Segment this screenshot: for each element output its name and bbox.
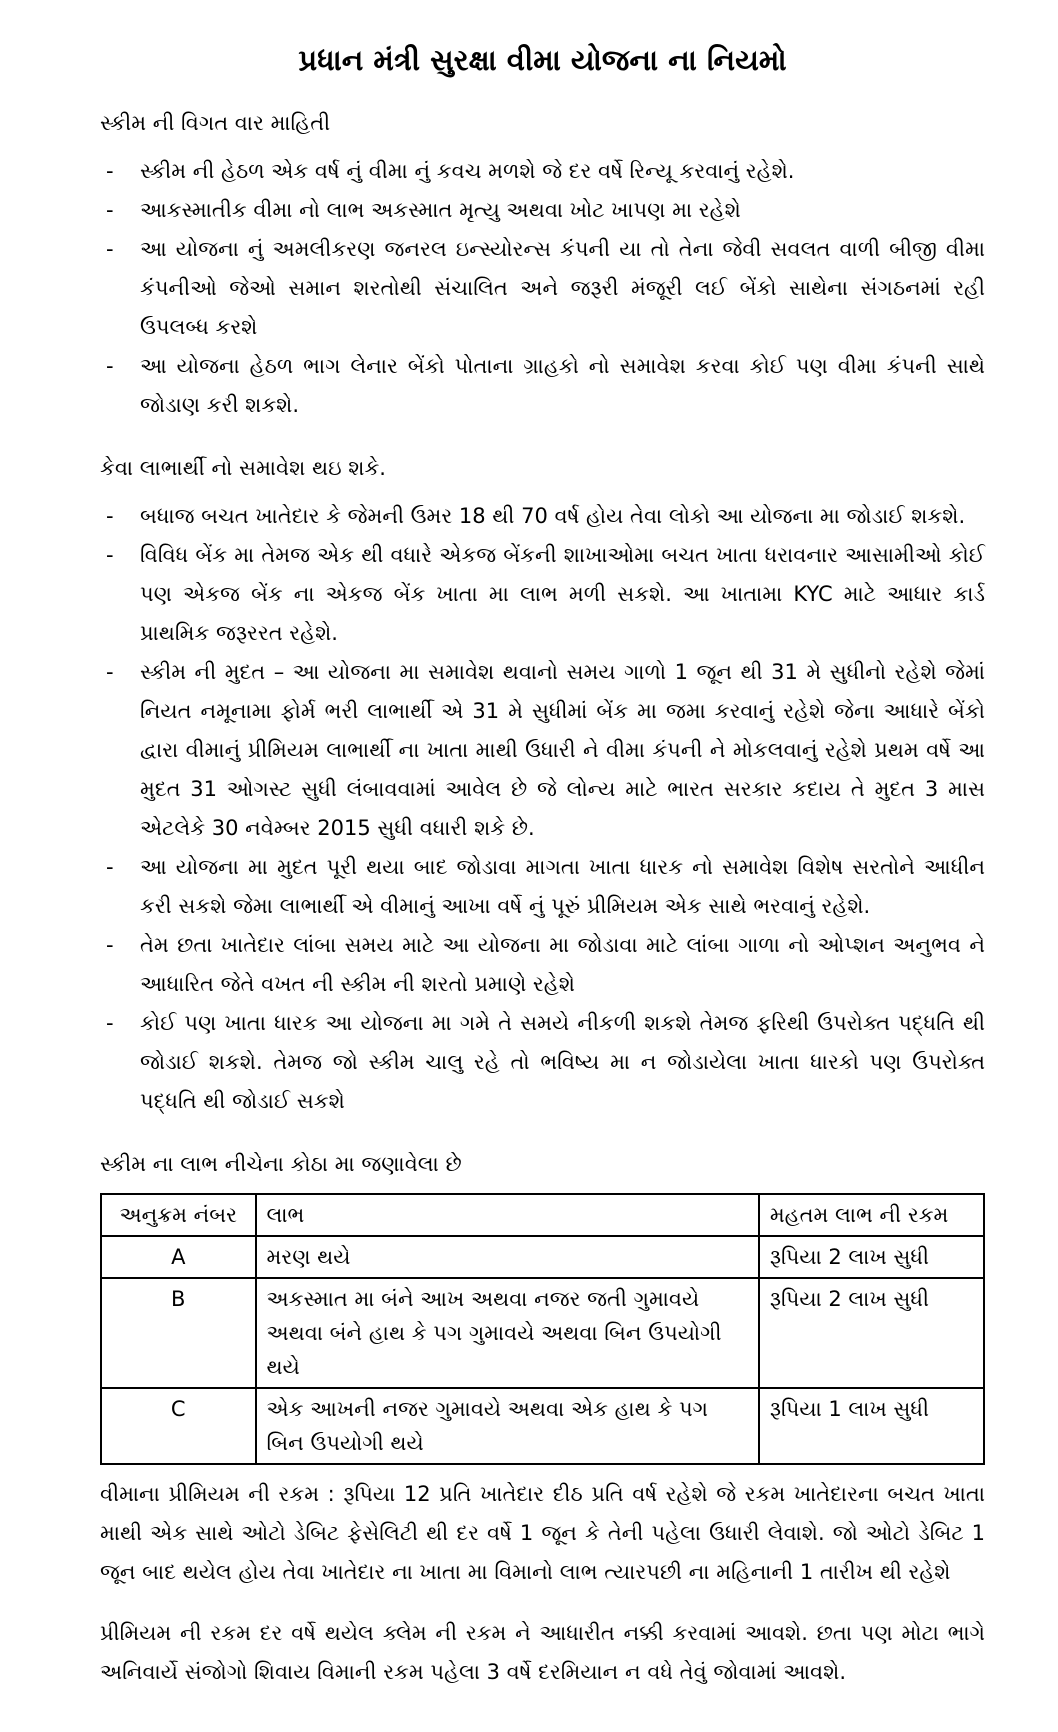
bullet-text: આ યોજના હેઠળ ભાગ લેનાર બેંકો પોતાના ગ્રાહકો નો સમાવેશ કરવા કોઈ પણ વીમા કંપની સાથે જોડાણ કરી શકશે. xyxy=(140,353,985,417)
cell-serial: C xyxy=(101,1388,256,1464)
bullet-dash: - xyxy=(106,353,114,378)
cell-amount: રૂપિયા 1 લાખ સુધી xyxy=(759,1388,984,1464)
list-item xyxy=(100,653,985,848)
list-item xyxy=(100,347,985,425)
benefits-table xyxy=(100,1193,985,1465)
list-item xyxy=(100,1004,985,1121)
column-header-serial: અનુક્રમ નંબર xyxy=(101,1194,256,1236)
bullet-text: આ યોજના નું અમલીકરણ જનરલ ઇન્સ્યોરન્સ કંપની યા તો તેના જેવી સવલત વાળી બીજી વીમા કંપનીઓ જેઓ સમાન શરતોથી સંચાલિત અને જરૂરી મંજૂરી લઈ બેંકો સાથેના સંગઠનમાં રહી ઉપલબ્ધ કરશે xyxy=(140,236,985,339)
list-item xyxy=(100,497,985,536)
column-header-amount: મહતમ લાભ ની રકમ xyxy=(759,1194,984,1236)
bullet-dash: - xyxy=(106,236,114,261)
table-row xyxy=(101,1388,984,1464)
bullet-dash: - xyxy=(106,197,114,222)
bullet-dash: - xyxy=(106,1010,114,1035)
table-row xyxy=(101,1278,984,1388)
cell-serial: B xyxy=(101,1278,256,1388)
cell-benefit: મરણ થયે xyxy=(256,1236,759,1278)
bullet-text: આ યોજના મા મુદત પૂરી થયા બાદ જોડાવા માગતા ખાતા ધારક નો સમાવેશ વિશેષ સરતોને આધીન કરી સકશે જેમા લાભાર્થી એ વીમાનું આખા વર્ષે નું પૂરું પ્રીમિયમ એક સાથે ભરવાનું રહેશે. xyxy=(140,854,985,918)
premium-amount-paragraph: વીમાના પ્રીમિયમ ની રકમ : રૂપિયા 12 પ્રતિ ખાતેદાર દીઠ પ્રતિ વર્ષ રહેશે જે રકમ ખાતેદારના બચત ખાતા માથી એક સાથે ઓટો ડેબિટ ફેસેલિટી થી દર વર્ષે 1 જૂન કે તેની પહેલા ઉધારી લેવાશે. જો ઓટો ડેબિટ 1 જૂન બાદ થયેલ હોય તેવા ખાતેદાર ના ખાતા મા વિમાનો લાભ ત્યારપછી ના મહિનાની 1 તારીખ થી રહેશે xyxy=(100,1481,985,1584)
bullet-dash: - xyxy=(106,158,114,183)
bullet-dash: - xyxy=(106,854,114,879)
cell-serial: A xyxy=(101,1236,256,1278)
table-header-row xyxy=(101,1194,984,1236)
bullet-text: વિવિધ બેંક મા તેમજ એક થી વધારે એકજ બેંકની શાખાઓમા બચત ખાતા ધરાવનાર આસામીઓ કોઈ પણ એકજ બેંક ના એકજ બેંક ખાતા મા લાભ મળી સકશે. આ ખાતામા KYC માટે આધાર કાર્ડ પ્રાથમિક જરૂરરત રહેશે. xyxy=(140,542,985,645)
section-heading-benefits-table: સ્કીમ ના લાભ નીચેના કોઠા મા જણાવેલા છે xyxy=(100,1151,462,1176)
bullet-text: તેમ છતા ખાતેદાર લાંબા સમય માટે આ યોજના મા જોડાવા માટે લાંબા ગાળા નો ઓપ્શન અનુભવ ને આધારિત જેતે વખત ની સ્કીમ ની શરતો પ્રમાણે રહેશે xyxy=(140,932,985,996)
cell-amount: રૂપિયા 2 લાખ સુધી xyxy=(759,1278,984,1388)
section-heading-beneficiaries: કેવા લાભાર્થી નો સમાવેશ થઇ શકે. xyxy=(100,455,386,480)
list-item xyxy=(100,230,985,347)
bullet-text: સ્કીમ ની મુદત – આ યોજના મા સમાવેશ થવાનો સમય ગાળો 1 જૂન થી 31 મે સુધીનો રહેશે જેમાં નિયત નમૂનામા ફોર્મ ભરી લાભાર્થી એ 31 મે સુધીમાં બેંક મા જમા કરવાનું રહેશે જેના આધારે બેંકો દ્વારા વીમાનું પ્રીમિયમ લાભાર્થી ના ખાતા માથી ઉધારી ને વીમા કંપની ને મોકલવાનું રહેશે પ્રથમ વર્ષે આ મુદત 31 ઓગસ્ટ સુધી લંબાવવામાં આવેલ છે જે લોન્ય માટે ભારત સરકાર કદાય તે મુદત 3 માસ એટલેકે 30 નવેમ્બર 2015 સુધી વધારી શકે છે. xyxy=(140,659,985,840)
list-item xyxy=(100,536,985,653)
cell-amount: રૂપિયા 2 લાખ સુધી xyxy=(759,1236,984,1278)
bullet-dash: - xyxy=(106,932,114,957)
premium-revision-paragraph: પ્રીમિયમ ની રકમ દર વર્ષે થયેલ ક્લેમ ની રકમ ને આધારીત નક્કી કરવામાં આવશે. છતા પણ મોટા ભાગે અનિવાર્યે સંજોગો શિવાય વિમાની રકમ પહેલા 3 વર્ષે દરમિયાન ન વધે તેવું જોવામાં આવશે. xyxy=(100,1620,985,1684)
bullet-list-beneficiaries xyxy=(100,497,985,1121)
cell-benefit: અકસ્માત મા બંને આખ અથવા નજર જતી ગુમાવયે અથવા બંને હાથ કે પગ ગુમાવયે અથવા બિન ઉપયોગી થયે xyxy=(256,1278,759,1388)
section-heading-scheme-details: સ્કીમ ની વિગત વાર માહિતી xyxy=(100,110,331,135)
bullet-text: આકસ્માતીક વીમા નો લાભ અકસ્માત મૃત્યુ અથવા ખોટ ખાપણ મા રહેશે xyxy=(140,197,741,222)
bullet-text: સ્કીમ ની હેઠળ એક વર્ષ નું વીમા નું કવચ મળશે જે દર વર્ષે રિન્યૂ કરવાનું રહેશે. xyxy=(140,158,795,183)
bullet-dash: - xyxy=(106,542,114,567)
bullet-list-scheme-details xyxy=(100,152,985,425)
bullet-dash: - xyxy=(106,659,114,684)
column-header-benefit: લાભ xyxy=(256,1194,759,1236)
cell-benefit: એક આખની નજર ગુમાવયે અથવા એક હાથ કે પગ બિન ઉપયોગી થયે xyxy=(256,1388,759,1464)
list-item xyxy=(100,848,985,926)
bullet-text: બધાજ બચત ખાતેદાર કે જેમની ઉમર 18 થી 70 વર્ષ હોય તેવા લોકો આ યોજના મા જોડાઈ શકશે. xyxy=(140,503,966,528)
bullet-dash: - xyxy=(106,503,114,528)
table-row xyxy=(101,1236,984,1278)
list-item xyxy=(100,926,985,1004)
list-item xyxy=(100,152,985,191)
bullet-text: કોઈ પણ ખાતા ધારક આ યોજના મા ગમે તે સમયે નીકળી શકશે તેમજ ફરિથી ઉપરોક્ત પદ્ધતિ થી જોડાઈ શકશે. તેમજ જો સ્કીમ ચાલુ રહે તો ભવિષ્ય મા ન જોડાયેલા ખાતા ધારકો પણ ઉપરોક્ત પદ્ધતિ થી જોડાઈ સકશે xyxy=(140,1010,985,1113)
list-item xyxy=(100,191,985,230)
page-title: પ્રધાન મંત્રી સુરક્ષા વીમા યોજના ના નિયમો xyxy=(298,43,787,77)
